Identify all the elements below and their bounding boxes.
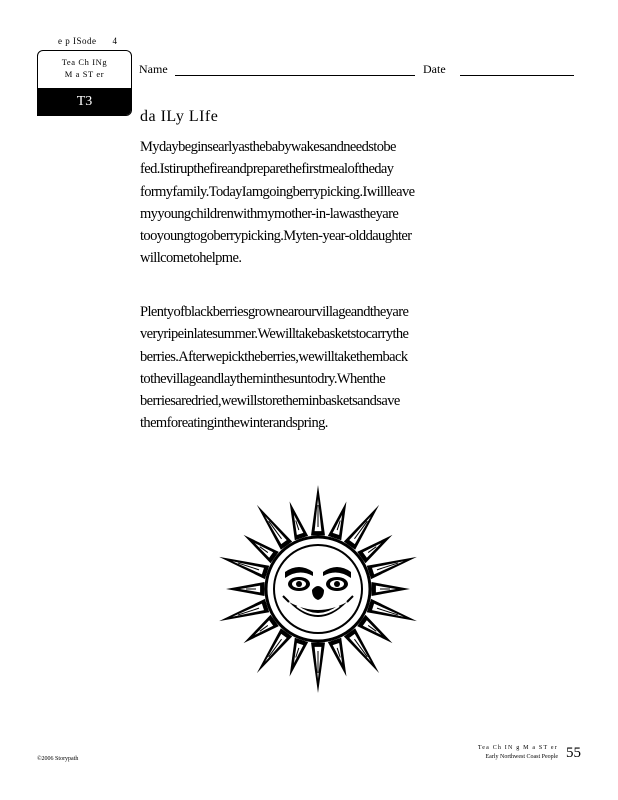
badge-line-2: M a ST er — [64, 69, 105, 79]
sun-face-icon — [213, 484, 423, 694]
paragraph-1 — [140, 136, 480, 270]
copyright: ©2006 Storypath — [37, 756, 79, 762]
paragraph-2-line: berries.Afterwepicktheberries,wewilltakethemback — [140, 348, 408, 365]
paragraph-1-line: formyfamily.TodayIamgoingberrypicking.Iwillleave — [140, 183, 415, 200]
episode-number: 4 — [112, 36, 118, 46]
sun-ray — [328, 638, 347, 677]
sun-ray — [328, 502, 347, 541]
paragraph-1-line: willcometohelpme. — [140, 250, 242, 267]
series-line-2: Early Northwest Coast People — [485, 754, 558, 760]
paragraph-2 — [140, 301, 480, 435]
page-number: 55 — [566, 745, 581, 761]
date-label: Date — [423, 62, 446, 76]
series-footer — [478, 744, 558, 762]
paragraph-1-line: fed.Istirupthefireandpreparethefirstmealoftheday — [140, 161, 394, 178]
name-date-row — [139, 62, 579, 82]
right-pupil — [334, 581, 340, 587]
paragraph-2-line: Plentyofblackberriesgrownearourvillageandtheyare — [140, 304, 409, 320]
paragraph-2-line: berriesaredried,wewillstoretheminbasketsandsave — [140, 393, 400, 410]
paragraph-2-line: veryripeinlatesummer.Wewilltakebasketstocarrythe — [140, 326, 409, 343]
name-field[interactable] — [175, 75, 415, 76]
badge-code: T3 — [38, 88, 131, 115]
page-title: da ILy LIfe — [140, 108, 219, 125]
episode-text: e p ISode — [58, 36, 97, 46]
teaching-master-badge — [37, 50, 132, 116]
series-line-1: Tea Ch IN g M a ST er — [477, 745, 558, 751]
badge-line-1: Tea Ch INg — [61, 57, 108, 67]
name-label: Name — [139, 62, 168, 76]
paragraph-2-line: themforeatinginthewinterandspring. — [140, 415, 328, 432]
episode-label — [58, 36, 118, 46]
paragraph-1-line: Mydaybeginsearlyasthebabywakesandneedstobe — [140, 139, 396, 155]
sun-ray — [290, 638, 309, 677]
date-field[interactable] — [460, 75, 574, 76]
sun-ray — [290, 502, 309, 541]
paragraph-1-line: tooyoungtogoberrypicking.Myten-year-olddaughter — [140, 228, 412, 245]
paragraph-2-line: tothevillageandlaytheminthesuntodry.Whenthe — [140, 370, 386, 387]
paragraph-1-line: myyoungchildrenwithmymother-in-lawastheyare — [140, 205, 399, 222]
left-pupil — [296, 581, 302, 587]
